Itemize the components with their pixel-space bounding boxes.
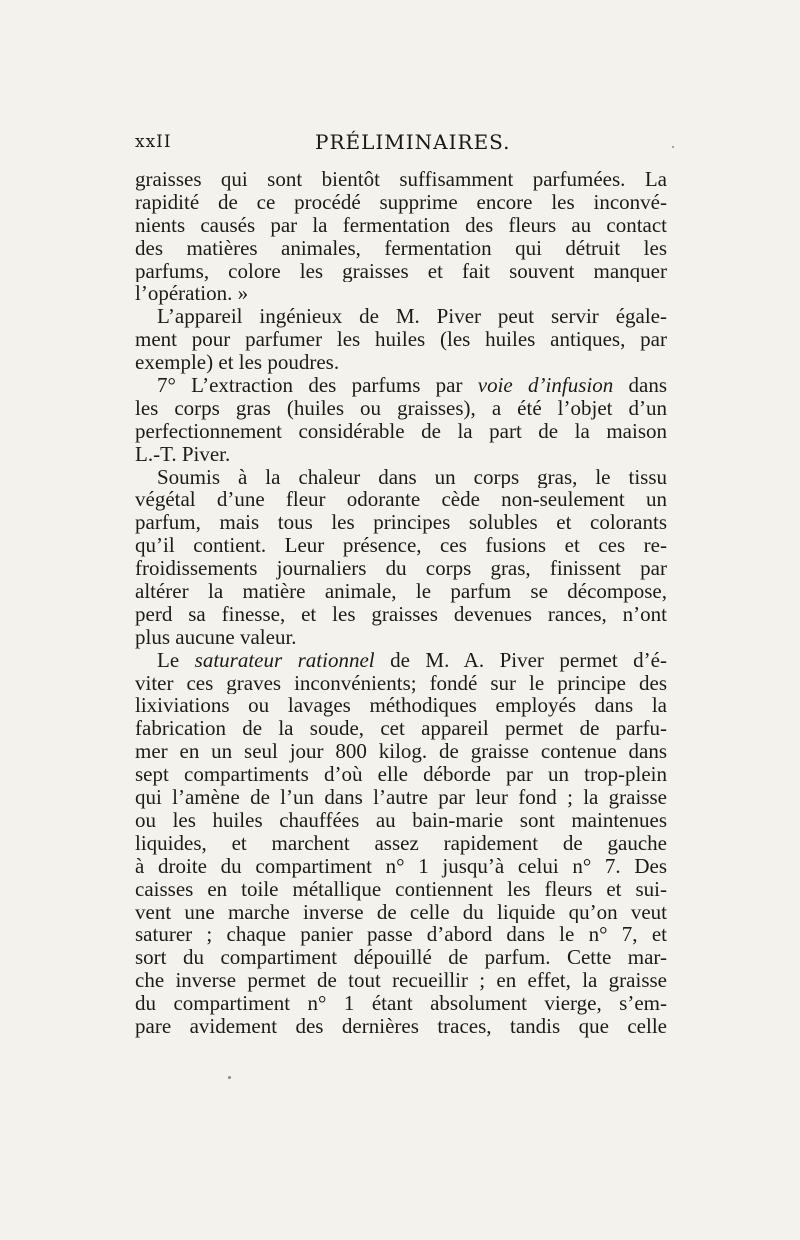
text-segment: exemple) et les poudres. [135,351,340,375]
text-line [135,832,667,855]
text-segment: plus aucune valeur. [135,625,297,649]
text-segment: les corps gras (huiles ou graisses), a été l’objet d’un [135,396,667,420]
text-segment: de M. A. Piver permet d’é- [374,648,667,672]
text-line [135,351,667,374]
text-line [135,740,667,763]
page-number: xxII [135,132,172,152]
text-segment: ou les huiles chauffées au bain-marie sont maintenues [135,808,667,832]
text-segment: L.-T. Piver. [135,442,231,466]
text-line [135,488,667,511]
text-line [135,511,667,534]
text-segment: parfums, colore les graisses et fait souvent manquer [135,259,667,283]
text-line [135,809,667,832]
text-line [135,992,667,1015]
text-line [135,855,667,878]
text-line [135,969,667,992]
text-segment: végétal d’une fleur odorante cède non-seulement un [135,488,667,512]
text-segment: graisses qui sont bientôt suffisamment parfumées. La [135,168,667,191]
text-segment: altérer la matière animale, le parfum se décompose, [135,580,667,603]
text-segment: à droite du compartiment n° 1 jusqu’à celui n° 7. Des [135,854,667,878]
text-line [135,763,667,786]
text-segment: qui l’amène de l’un dans l’autre par leur fond ; la graisse [135,786,667,809]
text-segment: froidissements journaliers du corps gras, finissent par [135,557,667,581]
text-segment: perfectionnement considérable de la part de la maison [135,419,667,443]
text-line [135,946,667,969]
text-segment: vent une marche inverse de celle du liquide qu’on veut [135,900,667,924]
text-line [135,1015,667,1038]
text-segment: nients causés par la fermentation des fleurs au contact [135,213,667,237]
running-title: PRÉLIMINAIRES. [315,130,511,154]
paper-speck [228,1076,231,1079]
text-segment: ment pour parfumer les huiles (les huiles antiques, par [135,328,667,352]
text-line [135,420,667,443]
text-line [135,191,667,214]
text-segment: parfum, mais tous les principes solubles et colorants [135,511,667,535]
text-segment: mer en un seul jour 800 kilog. de graisse contenue dans [135,740,667,764]
text-segment: qu’il contient. Leur présence, ces fusions et ces re- [135,534,667,558]
text-line [135,397,667,420]
text-segment: rapidité de ce procédé supprime encore les inconvé- [135,190,667,214]
text-segment: fabrication de la soude, cet appareil permet de parfu- [135,717,667,741]
text-segment: Le [157,648,195,672]
text-line [135,694,667,717]
text-segment: lixiviations ou lavages méthodiques employés dans la [135,694,667,718]
text-segment: du compartiment n° 1 étant absolument vierge, s’em- [135,992,667,1015]
text-line [135,374,667,397]
text-line [135,626,667,649]
text-segment: che inverse permet de tout recueillir ; en effet, la graisse [135,969,667,993]
text-line [135,214,667,237]
text-segment: Soumis à la chaleur dans un corps gras, le tissu [157,465,667,489]
text-line [135,923,667,946]
text-line [135,168,667,191]
text-segment: dans [613,374,667,397]
text-segment: sort du compartiment dépouillé de parfum. Cette mar- [135,946,667,970]
text-line [135,649,667,672]
text-line [135,672,667,695]
text-line [135,282,667,305]
text-segment: 7° L’extraction des parfums par [157,374,478,397]
text-segment: L’appareil ingénieux de M. Piver peut servir égale- [157,305,667,329]
text-segment: liquides, et marchent assez rapidement de gauche [135,831,667,855]
text-segment: sept compartiments d’où elle déborde par un trop-plein [135,763,667,787]
italic-text: saturateur rationnel [194,648,375,672]
text-line [135,786,667,809]
italic-text: voie d’infusion [477,374,614,397]
text-segment: viter ces graves inconvénients; fondé sur le principe des [135,671,667,695]
body-text [135,168,667,1038]
text-line [135,901,667,924]
text-line [135,260,667,283]
text-line [135,534,667,557]
text-segment: saturer ; chaque panier passe d’abord dans le n° 7, et [135,923,667,947]
text-line [135,443,667,466]
text-line [135,717,667,740]
text-segment: l’opération. » [135,282,249,306]
text-segment: caisses en toile métallique contiennent les fleurs et sui- [135,877,667,901]
text-line [135,603,667,626]
text-segment: perd sa finesse, et les graisses devenues rances, n’ont [135,602,667,626]
text-line [135,237,667,260]
text-segment: pare avidement des dernières traces, tandis que celle [135,1014,667,1038]
text-line [135,557,667,580]
page-header [135,128,675,158]
text-line [135,878,667,901]
text-segment: des matières animales, fermentation qui détruit les [135,236,667,260]
paper-speck [672,146,674,148]
text-line [135,305,667,328]
text-line [135,466,667,489]
text-line [135,580,667,603]
text-line [135,328,667,351]
